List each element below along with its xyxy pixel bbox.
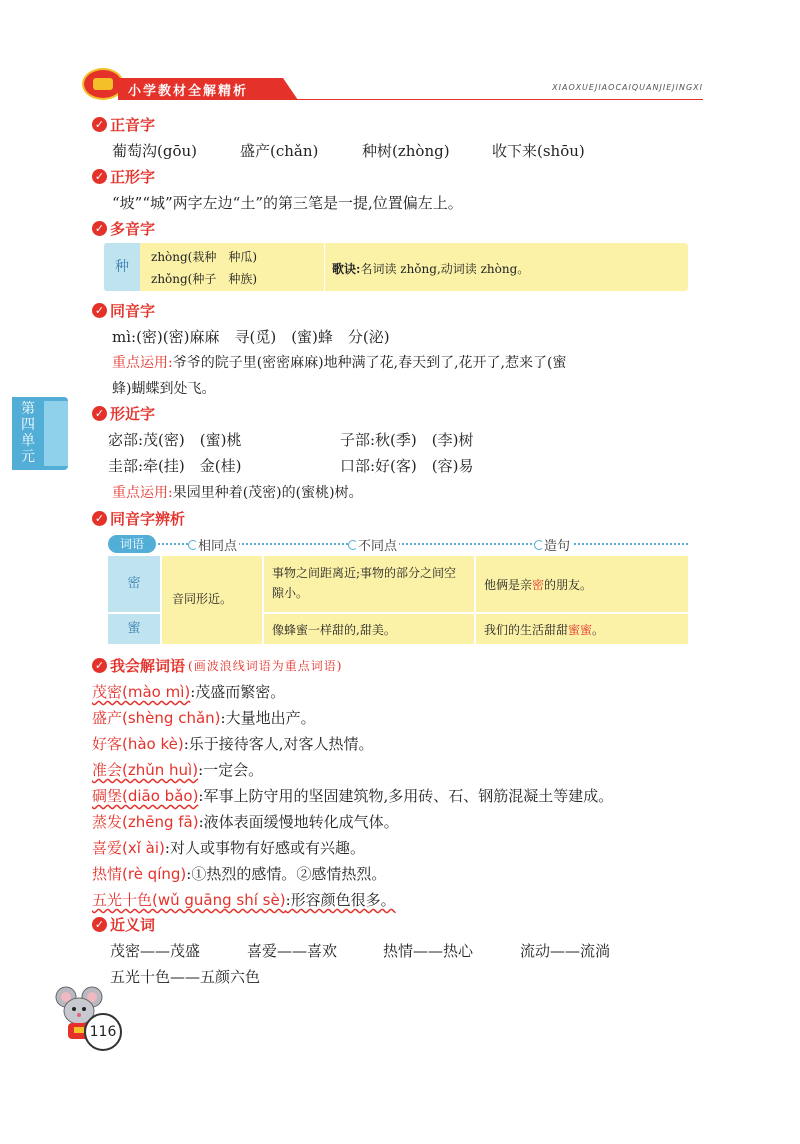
ciyu-item: 蒸发(zhēng fā):液体表面缓慢地转化成气体。: [92, 813, 399, 831]
zhengxing-text: “坡”“城”两字左边“土”的第三笔是一提,位置偏左上。: [112, 194, 463, 212]
tongyin-apply-cont: 蜂)蝴蝶到处飞。: [112, 381, 216, 397]
section-ciyu-heading: ✓ 我会解词语 (画波浪线词语为重点词语): [92, 655, 342, 676]
bianxi-table-header: [108, 535, 688, 553]
col-word: 词语: [108, 535, 156, 553]
zhengyin-item: 种树(zhòng): [362, 142, 450, 160]
duoyin-koujue: 歌诀:名词读 zhǒng,动词读 zhòng。: [332, 262, 530, 276]
jinyi-item: 五光十色——五颜六色: [110, 968, 261, 986]
unit-label: 第四单元: [21, 401, 35, 465]
section-jinyi-heading: ✓ 近义词: [92, 914, 155, 935]
check-icon: ✓: [92, 117, 107, 132]
duoyin-char: 种: [104, 243, 140, 291]
tongyin-apply: 重点运用:爷爷的院子里(密密麻麻)地种满了花,春天到了,花开了,惹来了(蜜: [112, 355, 567, 371]
header-pinyin: XIAOXUEJIAOCAIQUANJIEJINGXI: [552, 83, 703, 92]
col-sent: 造句: [542, 535, 572, 554]
check-icon: ✓: [92, 406, 107, 421]
check-icon: ✓: [92, 511, 107, 526]
ciyu-item: 喜爱(xǐ ài):对人或事物有好感或有兴趣。: [92, 839, 365, 857]
ciyu-item: 盛产(shèng chǎn):大量地出产。: [92, 709, 316, 727]
table-same: 音同形近。: [162, 556, 262, 644]
duoyin-reading-2: zhǒng(种子 种族): [151, 272, 258, 286]
xingjin-row: 口部:好(客) (容)易: [340, 457, 474, 475]
section-zhengyin-heading: ✓ 正音字: [92, 114, 155, 135]
table-diff: 事物之间距离近;事物的部分之间空隙小。: [264, 556, 474, 612]
jinyi-item: 热情——热心: [383, 942, 474, 960]
tongyin-line: mì:(密)(密)麻麻 寻(觅) (蜜)蜂 分(泌): [112, 328, 390, 346]
section-xingjin-heading: ✓ 形近字: [92, 403, 155, 424]
table-row-word: 蜜: [108, 614, 160, 644]
unit-side-tab: [12, 397, 68, 470]
ciyu-item: 准会(zhǔn huì):一定会。: [92, 761, 264, 779]
table-sentence: 我们的生活甜甜蜜蜜。: [476, 614, 688, 644]
duoyin-reading-1: zhòng(栽种 种瓜): [151, 250, 258, 264]
table-sentence: 他俩是亲密的朋友。: [476, 556, 688, 612]
zhengyin-item: 收下来(shōu): [492, 142, 585, 160]
xingjin-apply: 重点运用:果园里种着(茂密)的(蜜桃)树。: [112, 485, 363, 501]
ciyu-item: 碉堡(diāo bǎo):军事上防守用的坚固建筑物,多用砖、石、钢筋混凝土等建成。: [92, 787, 614, 805]
check-icon: ✓: [92, 658, 107, 673]
col-diff: 不同点: [356, 535, 399, 554]
col-same: 相同点: [196, 535, 239, 554]
section-bianxi-heading: ✓ 同音字辨析: [92, 508, 185, 529]
header-title: 小学教材全解精析: [128, 84, 249, 99]
table-row-word: 密: [108, 556, 160, 612]
xingjin-row: 圭部:牵(挂) 金(桂): [108, 457, 242, 475]
jinyi-item: 喜爱——喜欢: [247, 942, 338, 960]
xingjin-row: 子部:秋(季) (李)树: [340, 431, 474, 449]
section-zhengxing-heading: ✓ 正形字: [92, 166, 155, 187]
duoyin-box: [104, 243, 688, 291]
check-icon: ✓: [92, 303, 107, 318]
zhengyin-item: 盛产(chǎn): [240, 142, 319, 160]
section-tongyin-heading: ✓ 同音字: [92, 300, 155, 321]
check-icon: ✓: [92, 221, 107, 236]
page-header: [118, 78, 703, 100]
ciyu-item: 茂密(mào mì):茂盛而繁密。: [92, 683, 286, 701]
jinyi-item: 流动——流淌: [520, 942, 611, 960]
ciyu-item: 好客(hào kè):乐于接待客人,对客人热情。: [92, 735, 374, 753]
check-icon: ✓: [92, 169, 107, 184]
ciyu-item: 五光十色(wǔ guāng shí sè):形容颜色很多。: [92, 891, 396, 909]
section-duoyin-heading: ✓ 多音字: [92, 218, 155, 239]
bianxi-table: [108, 556, 688, 644]
page-number: 116: [84, 1013, 122, 1051]
jinyi-item: 茂密——茂盛: [110, 942, 201, 960]
xingjin-row: 宓部:茂(密) (蜜)桃: [108, 431, 242, 449]
table-diff: 像蜂蜜一样甜的,甜美。: [264, 614, 474, 644]
zhengyin-item: 葡萄沟(gōu): [112, 142, 197, 160]
check-icon: ✓: [92, 917, 107, 932]
ciyu-item: 热情(rè qíng):①热烈的感情。②感情热烈。: [92, 865, 387, 883]
